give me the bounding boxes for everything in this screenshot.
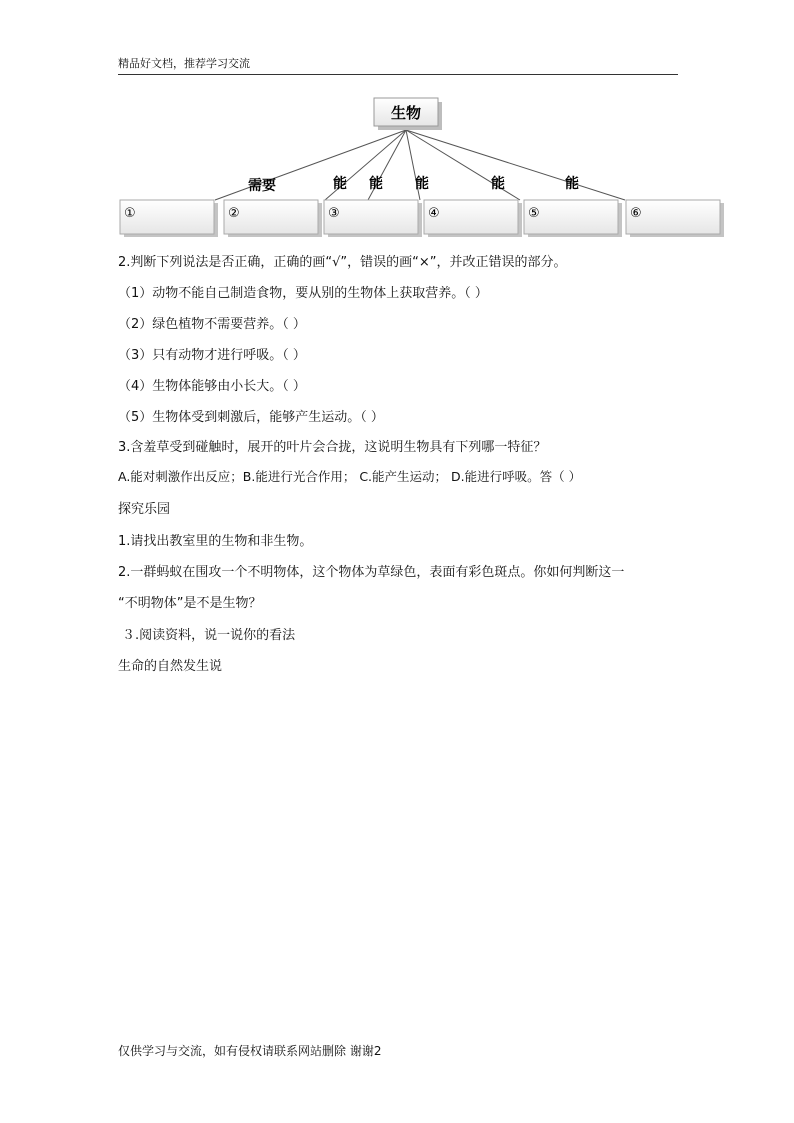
- explore-2-line-2: “不明物体”是不是生物？: [118, 596, 262, 611]
- diagram-box-3-label: ③: [328, 206, 340, 221]
- page-footer: 仅供学习与交流，如有侵权请联系网站删除 谢谢2: [118, 1044, 382, 1058]
- diagram-root: [374, 98, 442, 130]
- diagram-box-1: [120, 200, 218, 237]
- edge-label-1: 需要: [248, 178, 276, 194]
- diagram-box-2-label: ②: [228, 206, 240, 221]
- explore-3: ３.阅读资料，说一说你的看法: [122, 628, 296, 643]
- diagram-box-5-label: ⑤: [528, 206, 540, 221]
- edge-label-3: 能: [369, 176, 383, 192]
- diagram-root-label: 生物: [390, 104, 422, 122]
- question-2: 2.判断下列说法是否正确，正确的画“√”，错误的画“×”，并改正错误的部分。: [118, 255, 567, 270]
- explore-1: 1.请找出教室里的生物和非生物。: [118, 534, 313, 549]
- section-title: 探究乐园: [118, 502, 171, 517]
- edge-label-4: 能: [415, 176, 429, 192]
- reading-title: 生命的自然发生说: [118, 659, 223, 674]
- edge-label-6: 能: [565, 176, 579, 192]
- page-header: 精品好文档，推荐学习交流: [118, 55, 678, 75]
- diagram-box-5: [524, 200, 622, 237]
- edge-label-5: 能: [491, 176, 505, 192]
- diagram-box-6-label: ⑥: [630, 206, 642, 221]
- diagram-box-4: [424, 200, 522, 237]
- edge-label-2: 能: [333, 176, 347, 192]
- question-3-options: A.能对刺激作出反应；B.能进行光合作用； C.能产生运动； D.能进行呼吸。答（ ）: [118, 469, 582, 484]
- diagram-box-4-label: ④: [428, 206, 440, 221]
- diagram-box-2: [224, 200, 322, 237]
- diagram-box-6: [626, 200, 724, 237]
- diagram-box-1-label: ①: [124, 206, 136, 221]
- concept-diagram: [110, 90, 730, 250]
- question-2-item-4: （4）生物体能够由小长大。（ ）: [118, 379, 306, 394]
- explore-2-line-1: 2.一群蚂蚁在围攻一个不明物体，这个物体为草绿色，表面有彩色斑点。你如何判断这一: [118, 565, 625, 580]
- diagram-boxes: [120, 200, 724, 237]
- question-3: 3.含羞草受到碰触时，展开的叶片会合拢，这说明生物具有下列哪一特征？: [118, 440, 547, 455]
- question-2-item-3: （3）只有动物才进行呼吸。（ ）: [118, 348, 306, 363]
- question-2-item-2: （2）绿色植物不需要营养。（ ）: [118, 317, 306, 332]
- question-2-item-1: （1）动物不能自己制造食物，要从别的生物体上获取营养。（ ）: [118, 286, 488, 301]
- diagram-box-3: [324, 200, 422, 237]
- question-2-item-5: （5）生物体受到刺激后，能够产生运动。（ ）: [118, 410, 384, 425]
